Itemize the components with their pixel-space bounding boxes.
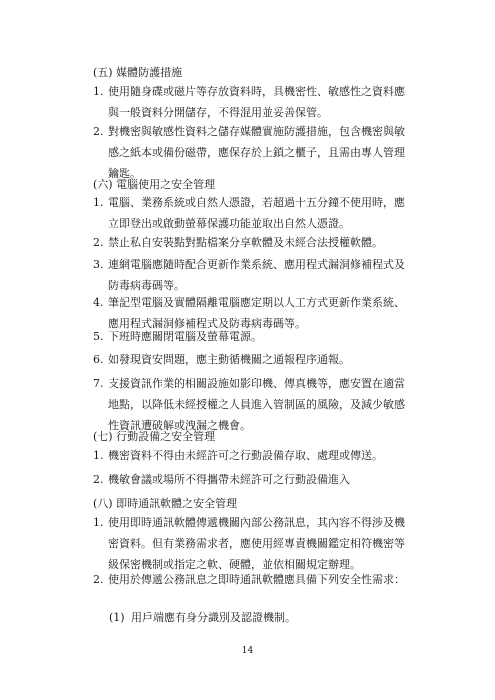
item-number: 4.	[93, 296, 104, 309]
item-text: 使用於傳遞公務訊息之即時通訊軟體應具備下列安全性需求：	[108, 573, 405, 586]
section-heading-7: (七) 行動設備之安全管理	[93, 430, 216, 443]
item-number: 2.	[93, 573, 104, 586]
item-number: 1.	[93, 85, 104, 98]
item-number: 2.	[93, 236, 104, 249]
list-item	[93, 81, 415, 123]
item-text: 筆記型電腦及實體隔離電腦應定期以人工方式更新作業系統、應用程式漏洞修補程式及防毒病毒碼等。	[108, 296, 405, 330]
sub-list-item	[109, 607, 415, 628]
item-text: 如發現資安問題，應主動循機關之通報程序通報。	[108, 353, 350, 366]
item-number: 1.	[93, 196, 104, 209]
list-item	[93, 469, 415, 490]
item-number: 1.	[93, 516, 104, 529]
list-item	[93, 254, 415, 296]
item-number: 1.	[93, 449, 104, 462]
item-text: 下班時應關閉電腦及螢幕電源。	[108, 330, 262, 343]
item-text: 使用隨身碟或磁片等存放資料時，具機密性、敏感性之資料應與一般資料分開儲存，不得混用並妥善保管。	[108, 85, 405, 119]
list-item	[93, 349, 415, 370]
item-number: 5.	[93, 330, 104, 343]
item-text: 機密資料不得由未經許可之行動設備存取、處理或傳送。	[108, 449, 383, 462]
item-number: 7.	[93, 377, 104, 390]
item-text: 支援資訊作業的相關設施如影印機、傳真機等，應安置在適當地點，以降低未經授權之人員進入管制區的風險，及減少敏感性資訊遭破解或洩漏之機會。	[108, 377, 405, 432]
item-number: 3.	[93, 258, 104, 271]
item-number: 6.	[93, 353, 104, 366]
page-number: 14	[241, 646, 254, 656]
sub-item-number: (1)	[109, 611, 125, 624]
list-item	[93, 326, 415, 347]
list-item	[93, 569, 415, 590]
section-heading-6: (六) 電腦使用之安全管理	[93, 178, 216, 191]
item-text: 對機密與敏感性資料之儲存媒體實施防護措施，包含機密與敏感之紙本或備份磁帶，應保存於上鎖之櫃子，且需由專人管理鑰匙。	[108, 125, 405, 180]
list-item	[93, 121, 415, 184]
list-item	[93, 373, 415, 436]
list-item	[93, 512, 415, 575]
section-heading-8: (八) 即時通訊軟體之安全管理	[93, 497, 238, 510]
item-text: 禁止私自安裝點對點檔案分享軟體及未經合法授權軟體。	[108, 236, 383, 249]
item-number: 2.	[93, 473, 104, 486]
sub-item-text: 用戶端應有身分識別及認證機制。	[131, 611, 296, 624]
section-heading-5: (五) 媒體防護措施	[93, 66, 183, 79]
item-text: 機敏會議或場所不得攜帶未經許可之行動設備進入	[108, 473, 350, 486]
item-text: 電腦、業務系統或自然人憑證，若超過十五分鐘不使用時，應立即登出或啟動螢幕保護功能並取出自然人憑證。	[108, 196, 405, 230]
list-item	[93, 232, 415, 253]
item-text: 連網電腦應隨時配合更新作業系統、應用程式漏洞修補程式及防毒病毒碼等。	[108, 258, 405, 292]
item-text: 使用即時通訊軟體傳遞機關內部公務訊息，其內容不得涉及機密資料。但有業務需求者，應使用經專責機關鑑定相符機密等級保密機制或指定之軟、硬體，並依相關規定辦理。	[108, 516, 405, 571]
list-item	[93, 192, 415, 234]
list-item	[93, 445, 415, 466]
item-number: 2.	[93, 125, 104, 138]
